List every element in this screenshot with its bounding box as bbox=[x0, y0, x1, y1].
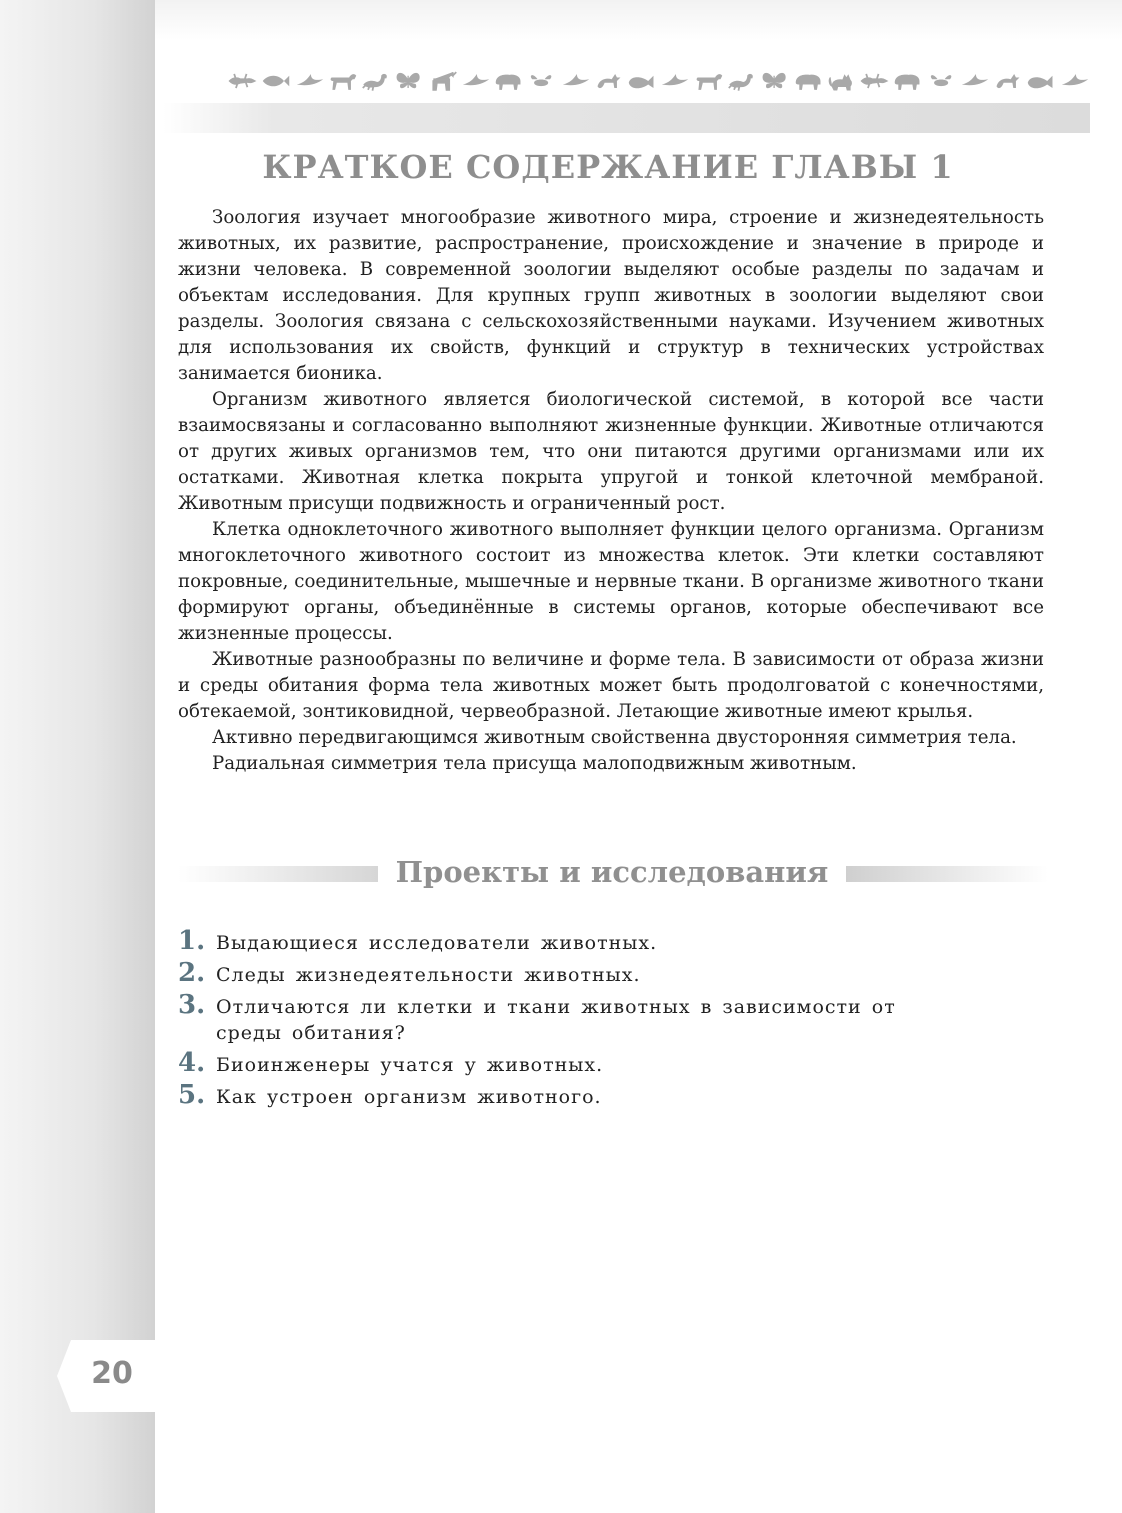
project-text: Отличаются ли клетки и ткани животных в зависимости от среды обитания? bbox=[216, 996, 896, 1044]
chapter-title: КРАТКОЕ СОДЕРЖАНИЕ ГЛАВЫ 1 bbox=[262, 148, 954, 186]
project-item bbox=[178, 1048, 898, 1078]
bison-icon bbox=[494, 68, 524, 94]
summary-paragraph: Зоология изучает многообразие животного мира, строение и жизнедеятельность животных, их развитие, распространение, происхождение и значение в природе и жизни человека. В современной зоологии выделяют особые разделы по задачам и объектам исследования. Для крупных групп животных в зоологии выделяют свои разделы. Зоология связана с сельскохозяйственными науками. Изучением животных для использования их свойств, функций и структур в технических устройствах занимается бионика. bbox=[178, 207, 1044, 384]
page-number: 20 bbox=[91, 1356, 133, 1391]
cat-icon bbox=[827, 68, 857, 94]
project-item bbox=[178, 1080, 898, 1110]
page-number-tab bbox=[57, 1340, 155, 1412]
project-number: 2. bbox=[178, 958, 206, 988]
summary-paragraph: Радиальная симметрия тела присуща малоподвижным животным. bbox=[212, 753, 857, 774]
fox-icon bbox=[993, 68, 1023, 94]
scorpion-icon bbox=[727, 68, 757, 94]
bird-icon bbox=[1060, 68, 1090, 94]
project-text: Следы жизнедеятельности животных. bbox=[216, 964, 641, 986]
bird-icon bbox=[660, 68, 690, 94]
project-number: 3. bbox=[178, 990, 206, 1020]
horse-icon bbox=[328, 68, 358, 94]
project-number: 1. bbox=[178, 926, 206, 956]
project-text: Как устроен организм животного. bbox=[216, 1086, 602, 1108]
summary-paragraph: Активно передвигающимся животным свойственна двусторонняя симметрия тела. bbox=[212, 727, 1017, 748]
bird-icon bbox=[561, 68, 591, 94]
project-text: Выдающиеся исследователи животных. bbox=[216, 932, 658, 954]
bison-icon bbox=[794, 68, 824, 94]
whale-icon bbox=[1026, 68, 1056, 94]
scorpion-icon bbox=[361, 68, 391, 94]
summary-paragraph: Организм животного является биологической системой, в которой все части взаимосвязаны и согласованно выполняют жизненные функции. Животные отличаются от других живых организмов тем, что они питаются другими организмами или их остатками. Животная клетка покрыта упругой и тонкой клеточной мембраной. Животным присущи подвижность и ограниченный рост. bbox=[178, 389, 1044, 514]
summary-paragraph: Клетка одноклеточного животного выполняет функции целого организма. Организм многоклеточного животного состоит из множества клеток. Эти клетки составляют покровные, соединительные, мышечные и нервные ткани. В организме животного ткани формируют органы, объединённые в системы органов, которые обеспечивают все жизненные процессы. bbox=[178, 519, 1044, 644]
fish-icon bbox=[261, 68, 291, 94]
project-item bbox=[178, 990, 898, 1046]
bird-icon bbox=[461, 68, 491, 94]
projects-header-bar-right bbox=[846, 866, 1048, 882]
header-bar bbox=[163, 103, 1090, 133]
summary-paragraph: Животные разнообразны по величине и форме тела. В зависимости от образа жизни и среды обитания форма тела животных может быть продолговатой с конечностями, обтекаемой, зонтиковидной, червеобразной. Летающие животные имеют крылья. bbox=[178, 649, 1044, 722]
butterfly-icon bbox=[760, 68, 790, 94]
horse-icon bbox=[694, 68, 724, 94]
projects-header-bar-left bbox=[178, 866, 378, 882]
lizard-icon bbox=[860, 68, 890, 94]
project-item bbox=[178, 958, 898, 988]
bison-icon bbox=[893, 68, 923, 94]
bee-icon bbox=[927, 68, 957, 94]
project-item bbox=[178, 926, 898, 956]
project-number: 5. bbox=[178, 1080, 206, 1110]
bird-icon bbox=[960, 68, 990, 94]
whale-icon bbox=[627, 68, 657, 94]
projects-list bbox=[178, 926, 898, 1116]
lizard-icon bbox=[228, 68, 258, 94]
projects-title: Проекты и исследования bbox=[395, 855, 829, 889]
bee-icon bbox=[527, 68, 557, 94]
deer-icon bbox=[428, 68, 458, 94]
projects-section-header bbox=[178, 852, 1048, 894]
project-text: Биоинженеры учатся у животных. bbox=[216, 1054, 604, 1076]
animal-silhouette-strip bbox=[228, 66, 1090, 96]
project-number: 4. bbox=[178, 1048, 206, 1078]
fox-icon bbox=[594, 68, 624, 94]
bird-icon bbox=[295, 68, 325, 94]
top-fade bbox=[155, 0, 1122, 40]
chapter-summary bbox=[178, 205, 1044, 777]
butterfly-icon bbox=[394, 68, 424, 94]
page-margin-sidebar bbox=[0, 0, 155, 1513]
